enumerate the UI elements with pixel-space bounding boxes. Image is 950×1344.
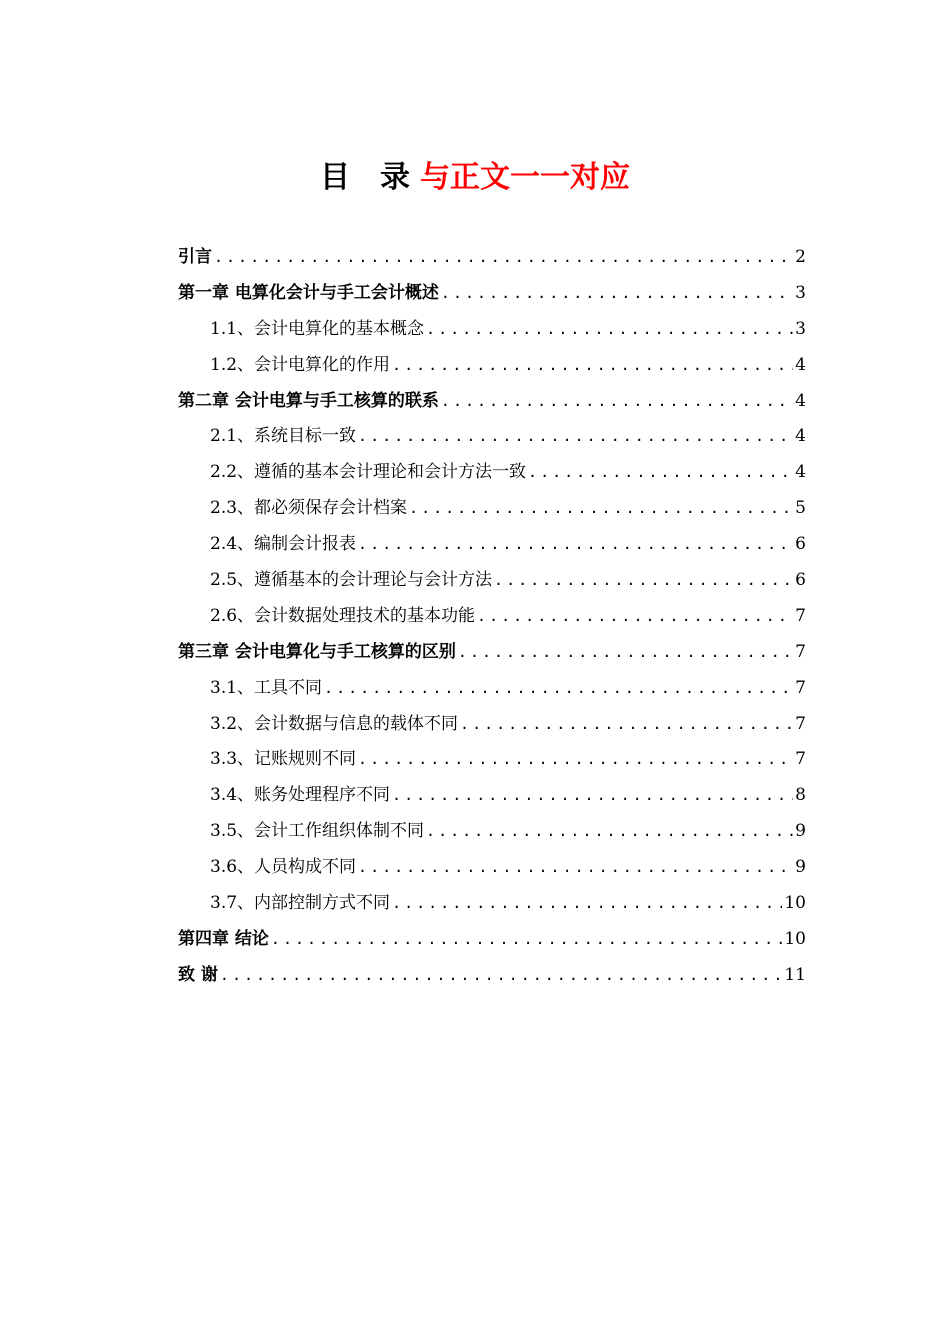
toc-section-entry[interactable]	[178, 778, 806, 814]
toc-section-entry[interactable]	[178, 527, 806, 563]
toc-page-number: 9	[795, 857, 806, 878]
toc-entry-title: 3.6、人员构成不同	[210, 857, 357, 878]
toc-entry-title: 3.7、内部控制方式不同	[210, 893, 391, 914]
toc-dot-leader	[441, 276, 793, 312]
toc-section-entry[interactable]	[178, 312, 806, 348]
toc-page-number: 3	[795, 318, 806, 339]
toc-page-number: 7	[795, 677, 806, 698]
toc-page-number: 4	[795, 390, 806, 411]
toc-dot-leader	[460, 707, 793, 743]
toc-entry-title: 2.2、遵循的基本会计理论和会计方法一致	[210, 462, 527, 483]
toc-page-number: 4	[795, 462, 806, 483]
toc-section-entry[interactable]	[178, 491, 806, 527]
toc-page-number: 9	[795, 821, 806, 842]
toc-entry-title: 第三章 会计电算化与手工核算的区别	[178, 641, 456, 662]
toc-page-number: 6	[795, 570, 806, 591]
toc-page-number: 7	[795, 605, 806, 626]
toc-entry-title: 2.6、会计数据处理技术的基本功能	[210, 605, 476, 626]
toc-dot-leader	[528, 455, 793, 491]
toc-dot-leader	[477, 599, 793, 635]
toc-entry-title: 1.2、会计电算化的作用	[210, 354, 391, 375]
toc-chapter-entry[interactable]	[178, 922, 806, 958]
toc-entry-title: 3.2、会计数据与信息的载体不同	[210, 713, 459, 734]
toc-page-number: 3	[795, 282, 806, 303]
toc-dot-leader	[324, 671, 793, 707]
toc-entry-title: 3.3、记账规则不同	[210, 749, 357, 770]
toc-section-entry[interactable]	[178, 599, 806, 635]
table-of-contents	[178, 240, 806, 994]
toc-section-entry[interactable]	[178, 671, 806, 707]
toc-section-entry[interactable]	[178, 886, 806, 922]
toc-dot-leader	[271, 922, 782, 958]
toc-page-number: 11	[784, 964, 806, 985]
toc-section-entry[interactable]	[178, 850, 806, 886]
title-note: 与正文一一对应	[420, 160, 630, 195]
toc-page-number: 4	[795, 426, 806, 447]
toc-page-number: 7	[795, 641, 806, 662]
toc-chapter-entry[interactable]	[178, 384, 806, 420]
toc-section-entry[interactable]	[178, 707, 806, 743]
toc-entry-title: 2.3、都必须保存会计档案	[210, 498, 408, 519]
toc-dot-leader	[392, 886, 782, 922]
toc-entry-title: 第一章 电算化会计与手工会计概述	[178, 282, 439, 303]
toc-entry-title: 第二章 会计电算与手工核算的联系	[178, 390, 439, 411]
toc-section-entry[interactable]	[178, 563, 806, 599]
toc-dot-leader	[409, 491, 793, 527]
toc-page-number: 7	[795, 713, 806, 734]
toc-chapter-entry[interactable]	[178, 635, 806, 671]
toc-chapter-entry[interactable]	[178, 958, 806, 994]
toc-dot-leader	[358, 850, 793, 886]
toc-dot-leader	[392, 348, 793, 384]
toc-dot-leader	[214, 240, 793, 276]
toc-dot-leader	[494, 563, 793, 599]
toc-chapter-entry[interactable]	[178, 240, 806, 276]
toc-dot-leader	[220, 958, 782, 994]
toc-entry-title: 2.5、遵循基本的会计理论与会计方法	[210, 570, 493, 591]
toc-page-number: 4	[795, 354, 806, 375]
toc-section-entry[interactable]	[178, 742, 806, 778]
toc-page-number: 8	[795, 785, 806, 806]
toc-page-number: 10	[784, 928, 806, 949]
toc-section-entry[interactable]	[178, 455, 806, 491]
toc-dot-leader	[358, 419, 793, 455]
toc-page-number: 5	[795, 498, 806, 519]
page-title	[0, 158, 950, 198]
toc-entry-title: 1.1、会计电算化的基本概念	[210, 318, 425, 339]
toc-page-number: 6	[795, 534, 806, 555]
toc-dot-leader	[392, 778, 793, 814]
toc-dot-leader	[426, 312, 793, 348]
toc-section-entry[interactable]	[178, 348, 806, 384]
toc-dot-leader	[426, 814, 793, 850]
title-main: 目 录	[320, 160, 410, 195]
toc-page-number: 7	[795, 749, 806, 770]
toc-dot-leader	[441, 384, 793, 420]
toc-entry-title: 致 谢	[178, 964, 218, 985]
toc-section-entry[interactable]	[178, 419, 806, 455]
toc-entry-title: 3.4、账务处理程序不同	[210, 785, 391, 806]
toc-page-number: 2	[795, 247, 806, 267]
toc-entry-title: 3.1、工具不同	[210, 677, 323, 698]
toc-dot-leader	[458, 635, 793, 671]
toc-entry-title: 2.4、编制会计报表	[210, 534, 357, 555]
toc-entry-title: 第四章 结论	[178, 928, 269, 949]
toc-dot-leader	[358, 527, 793, 563]
toc-page-number: 10	[784, 893, 806, 914]
toc-chapter-entry[interactable]	[178, 276, 806, 312]
toc-entry-title: 引言	[178, 247, 212, 267]
toc-section-entry[interactable]	[178, 814, 806, 850]
toc-entry-title: 2.1、系统目标一致	[210, 426, 357, 447]
toc-entry-title: 3.5、会计工作组织体制不同	[210, 821, 425, 842]
toc-dot-leader	[358, 742, 793, 778]
